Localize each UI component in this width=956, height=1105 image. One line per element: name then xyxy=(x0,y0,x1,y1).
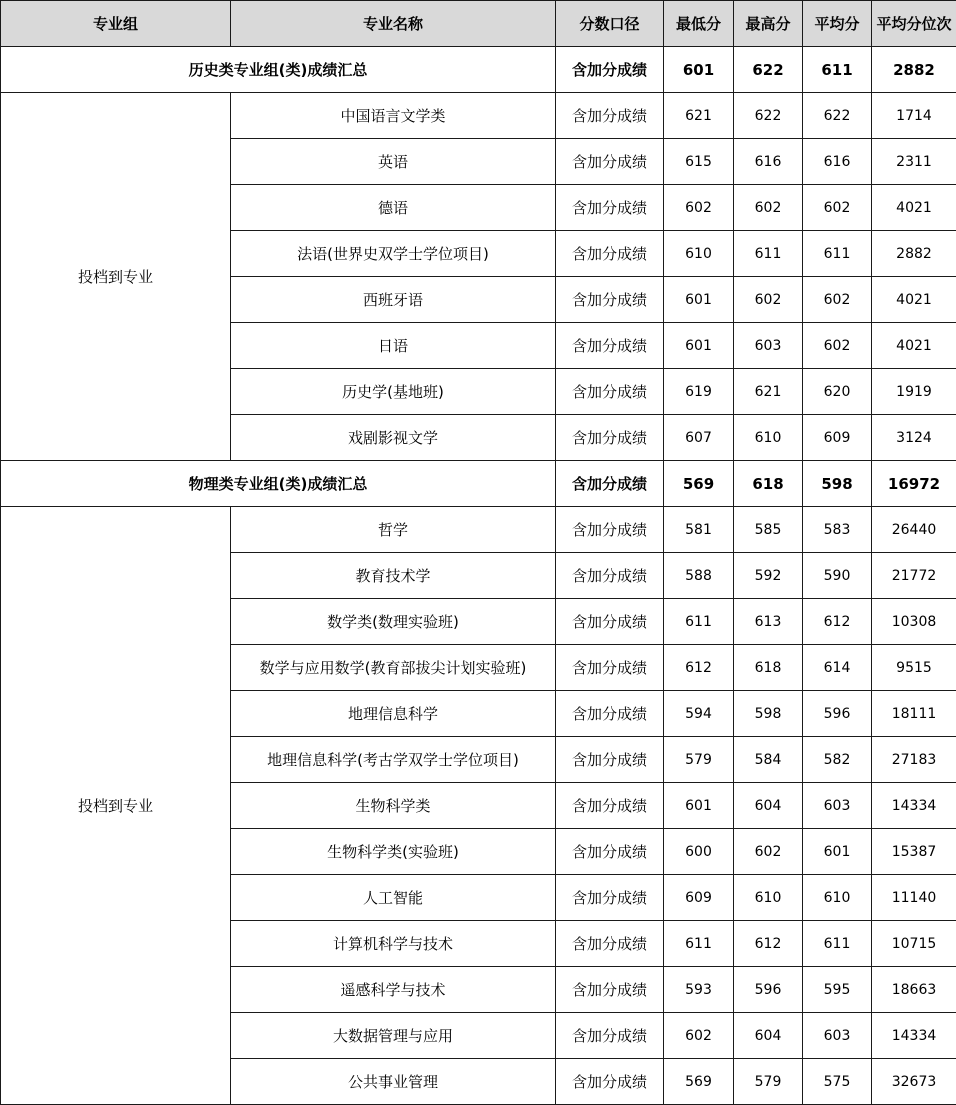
table-row xyxy=(1,93,956,139)
major-name: 数学与应用数学(教育部拔尖计划实验班) xyxy=(231,645,556,691)
cell-avg: 616 xyxy=(803,139,872,185)
cell-max: 621 xyxy=(734,369,803,415)
cell-max: 616 xyxy=(734,139,803,185)
cell-min: 594 xyxy=(664,691,734,737)
cell-min: 619 xyxy=(664,369,734,415)
major-name: 地理信息科学 xyxy=(231,691,556,737)
cell-rank: 11140 xyxy=(872,875,956,921)
cell-max: 603 xyxy=(734,323,803,369)
cell-avg: 602 xyxy=(803,185,872,231)
header-min: 最低分 xyxy=(664,1,734,47)
summary-label: 历史类专业组(类)成绩汇总 xyxy=(1,47,556,93)
cell-basis: 含加分成绩 xyxy=(556,277,664,323)
cell-basis: 含加分成绩 xyxy=(556,369,664,415)
cell-min: 593 xyxy=(664,967,734,1013)
summary-max: 622 xyxy=(734,47,803,93)
cell-max: 618 xyxy=(734,645,803,691)
major-name: 生物科学类 xyxy=(231,783,556,829)
cell-min: 601 xyxy=(664,323,734,369)
cell-basis: 含加分成绩 xyxy=(556,967,664,1013)
cell-rank: 10308 xyxy=(872,599,956,645)
major-name: 人工智能 xyxy=(231,875,556,921)
summary-max: 618 xyxy=(734,461,803,507)
summary-row xyxy=(1,47,956,93)
cell-min: 610 xyxy=(664,231,734,277)
cell-max: 602 xyxy=(734,185,803,231)
cell-rank: 1919 xyxy=(872,369,956,415)
cell-basis: 含加分成绩 xyxy=(556,415,664,461)
cell-rank: 9515 xyxy=(872,645,956,691)
cell-rank: 15387 xyxy=(872,829,956,875)
major-name: 数学类(数理实验班) xyxy=(231,599,556,645)
cell-rank: 2882 xyxy=(872,231,956,277)
cell-max: 596 xyxy=(734,967,803,1013)
cell-rank: 21772 xyxy=(872,553,956,599)
header-basis: 分数口径 xyxy=(556,1,664,47)
group-label: 投档到专业 xyxy=(1,507,231,1105)
cell-basis: 含加分成绩 xyxy=(556,645,664,691)
major-name: 日语 xyxy=(231,323,556,369)
cell-min: 579 xyxy=(664,737,734,783)
cell-rank: 27183 xyxy=(872,737,956,783)
cell-avg: 609 xyxy=(803,415,872,461)
cell-basis: 含加分成绩 xyxy=(556,1013,664,1059)
major-name: 英语 xyxy=(231,139,556,185)
table-row xyxy=(1,507,956,553)
major-name: 德语 xyxy=(231,185,556,231)
cell-min: 615 xyxy=(664,139,734,185)
cell-avg: 602 xyxy=(803,323,872,369)
major-name: 教育技术学 xyxy=(231,553,556,599)
cell-avg: 602 xyxy=(803,277,872,323)
header-major: 专业名称 xyxy=(231,1,556,47)
cell-basis: 含加分成绩 xyxy=(556,323,664,369)
cell-avg: 611 xyxy=(803,231,872,277)
cell-min: 588 xyxy=(664,553,734,599)
summary-row xyxy=(1,461,956,507)
cell-min: 569 xyxy=(664,1059,734,1105)
cell-min: 621 xyxy=(664,93,734,139)
cell-basis: 含加分成绩 xyxy=(556,231,664,277)
cell-basis: 含加分成绩 xyxy=(556,691,664,737)
cell-basis: 含加分成绩 xyxy=(556,737,664,783)
cell-avg: 595 xyxy=(803,967,872,1013)
cell-rank: 4021 xyxy=(872,323,956,369)
cell-basis: 含加分成绩 xyxy=(556,599,664,645)
cell-min: 600 xyxy=(664,829,734,875)
cell-max: 622 xyxy=(734,93,803,139)
cell-rank: 4021 xyxy=(872,185,956,231)
cell-max: 585 xyxy=(734,507,803,553)
cell-max: 602 xyxy=(734,829,803,875)
cell-rank: 10715 xyxy=(872,921,956,967)
cell-max: 592 xyxy=(734,553,803,599)
summary-min: 569 xyxy=(664,461,734,507)
cell-avg: 583 xyxy=(803,507,872,553)
cell-rank: 18111 xyxy=(872,691,956,737)
cell-rank: 2311 xyxy=(872,139,956,185)
major-name: 历史学(基地班) xyxy=(231,369,556,415)
cell-min: 611 xyxy=(664,599,734,645)
major-name: 生物科学类(实验班) xyxy=(231,829,556,875)
cell-max: 613 xyxy=(734,599,803,645)
cell-max: 579 xyxy=(734,1059,803,1105)
cell-max: 604 xyxy=(734,1013,803,1059)
cell-avg: 622 xyxy=(803,93,872,139)
group-label: 投档到专业 xyxy=(1,93,231,461)
major-name: 遥感科学与技术 xyxy=(231,967,556,1013)
cell-rank: 4021 xyxy=(872,277,956,323)
major-name: 计算机科学与技术 xyxy=(231,921,556,967)
cell-min: 581 xyxy=(664,507,734,553)
cell-min: 601 xyxy=(664,783,734,829)
major-name: 戏剧影视文学 xyxy=(231,415,556,461)
cell-avg: 596 xyxy=(803,691,872,737)
header-row xyxy=(1,1,956,47)
major-name: 公共事业管理 xyxy=(231,1059,556,1105)
cell-rank: 32673 xyxy=(872,1059,956,1105)
header-group: 专业组 xyxy=(1,1,231,47)
cell-max: 584 xyxy=(734,737,803,783)
cell-avg: 601 xyxy=(803,829,872,875)
cell-basis: 含加分成绩 xyxy=(556,185,664,231)
cell-min: 609 xyxy=(664,875,734,921)
cell-rank: 14334 xyxy=(872,1013,956,1059)
major-name: 大数据管理与应用 xyxy=(231,1013,556,1059)
cell-max: 611 xyxy=(734,231,803,277)
summary-avg: 611 xyxy=(803,47,872,93)
summary-basis: 含加分成绩 xyxy=(556,461,664,507)
cell-avg: 603 xyxy=(803,783,872,829)
cell-rank: 18663 xyxy=(872,967,956,1013)
cell-basis: 含加分成绩 xyxy=(556,93,664,139)
cell-rank: 14334 xyxy=(872,783,956,829)
summary-rank: 16972 xyxy=(872,461,956,507)
cell-basis: 含加分成绩 xyxy=(556,507,664,553)
cell-min: 607 xyxy=(664,415,734,461)
major-name: 地理信息科学(考古学双学士学位项目) xyxy=(231,737,556,783)
cell-max: 610 xyxy=(734,415,803,461)
major-name: 西班牙语 xyxy=(231,277,556,323)
cell-avg: 603 xyxy=(803,1013,872,1059)
major-name: 中国语言文学类 xyxy=(231,93,556,139)
cell-min: 601 xyxy=(664,277,734,323)
cell-basis: 含加分成绩 xyxy=(556,829,664,875)
cell-min: 602 xyxy=(664,185,734,231)
cell-rank: 1714 xyxy=(872,93,956,139)
summary-basis: 含加分成绩 xyxy=(556,47,664,93)
cell-basis: 含加分成绩 xyxy=(556,553,664,599)
cell-basis: 含加分成绩 xyxy=(556,921,664,967)
cell-min: 602 xyxy=(664,1013,734,1059)
cell-rank: 26440 xyxy=(872,507,956,553)
summary-avg: 598 xyxy=(803,461,872,507)
cell-max: 604 xyxy=(734,783,803,829)
cell-rank: 3124 xyxy=(872,415,956,461)
cell-basis: 含加分成绩 xyxy=(556,139,664,185)
summary-min: 601 xyxy=(664,47,734,93)
cell-avg: 614 xyxy=(803,645,872,691)
major-name: 法语(世界史双学士学位项目) xyxy=(231,231,556,277)
cell-avg: 610 xyxy=(803,875,872,921)
cell-max: 602 xyxy=(734,277,803,323)
cell-avg: 582 xyxy=(803,737,872,783)
cell-max: 612 xyxy=(734,921,803,967)
cell-avg: 620 xyxy=(803,369,872,415)
cell-basis: 含加分成绩 xyxy=(556,875,664,921)
cell-avg: 611 xyxy=(803,921,872,967)
cell-basis: 含加分成绩 xyxy=(556,783,664,829)
table-body xyxy=(1,47,956,1105)
summary-rank: 2882 xyxy=(872,47,956,93)
cell-min: 612 xyxy=(664,645,734,691)
header-max: 最高分 xyxy=(734,1,803,47)
cell-min: 611 xyxy=(664,921,734,967)
header-avg: 平均分 xyxy=(803,1,872,47)
summary-label: 物理类专业组(类)成绩汇总 xyxy=(1,461,556,507)
cell-avg: 590 xyxy=(803,553,872,599)
header-rank: 平均分位次 xyxy=(872,1,956,47)
major-name: 哲学 xyxy=(231,507,556,553)
cell-avg: 575 xyxy=(803,1059,872,1105)
cell-basis: 含加分成绩 xyxy=(556,1059,664,1105)
cell-max: 610 xyxy=(734,875,803,921)
cell-max: 598 xyxy=(734,691,803,737)
cell-avg: 612 xyxy=(803,599,872,645)
